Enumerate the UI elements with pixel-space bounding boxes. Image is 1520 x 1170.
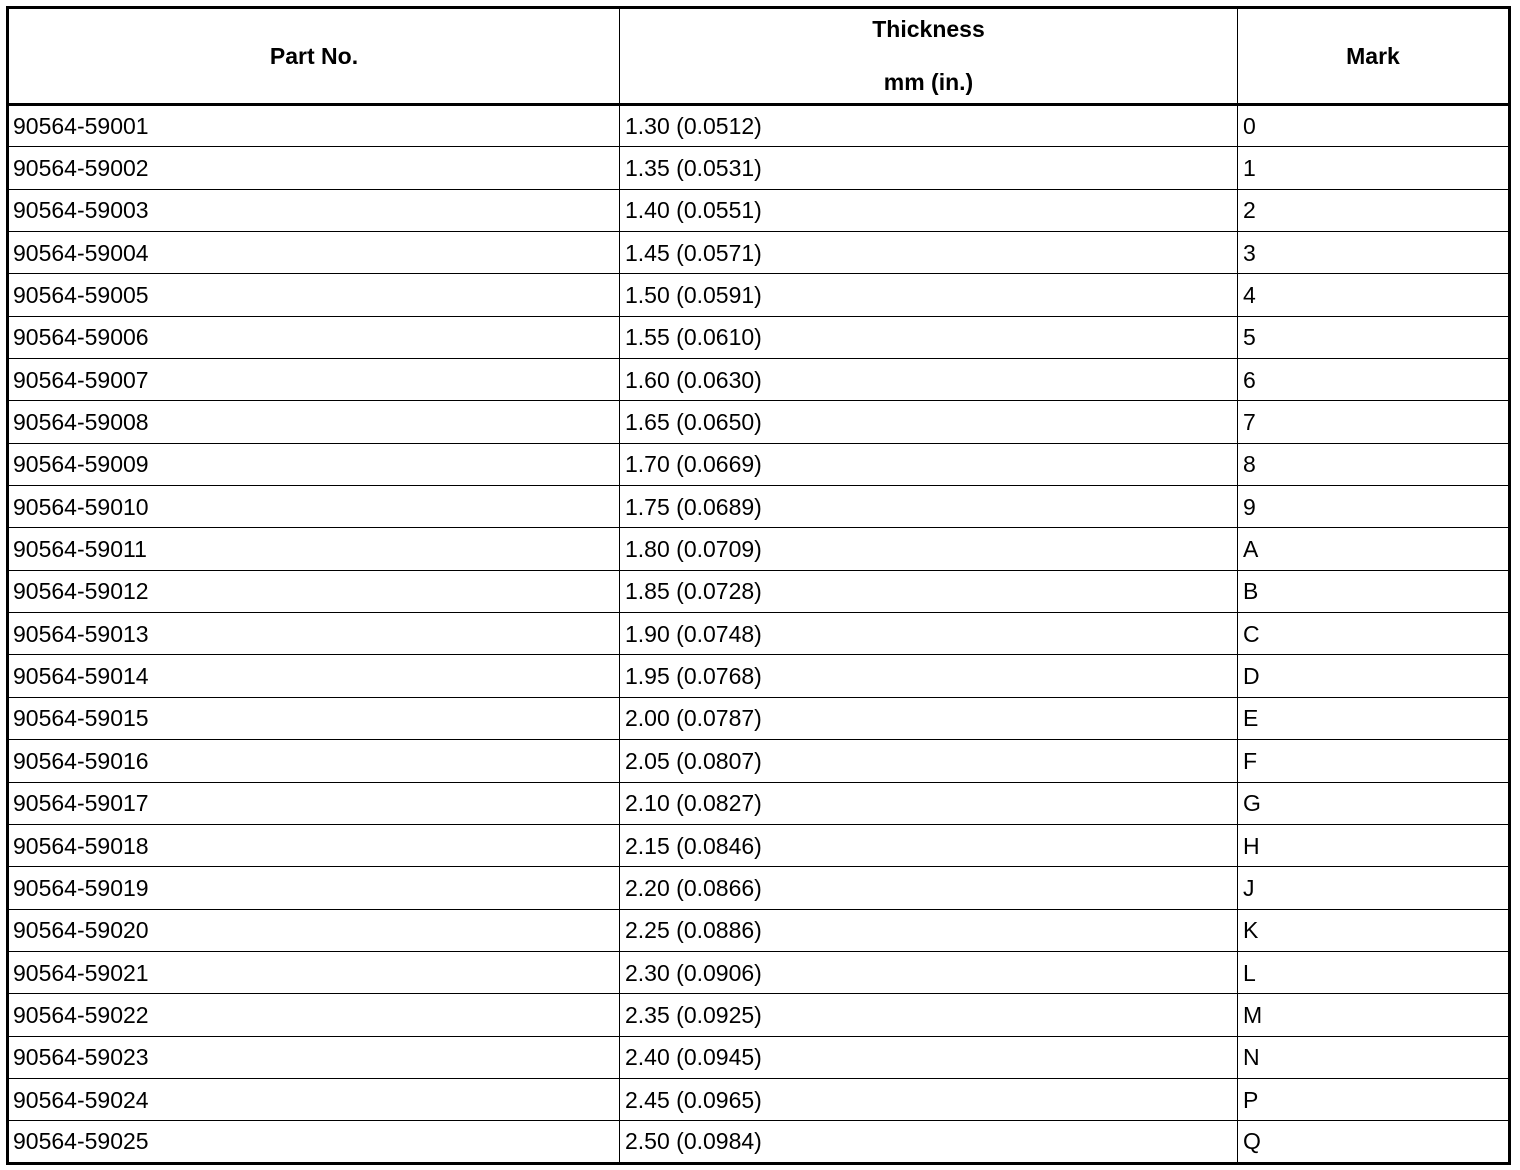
cell-mark: L [1238, 951, 1510, 993]
cell-mark: 8 [1238, 443, 1510, 485]
cell-mark: 4 [1238, 274, 1510, 316]
cell-thickness: 1.85 (0.0728) [620, 570, 1238, 612]
cell-thickness: 2.20 (0.0866) [620, 867, 1238, 909]
cell-mark: N [1238, 1036, 1510, 1078]
cell-thickness: 2.10 (0.0827) [620, 782, 1238, 824]
header-part-no: Part No. [8, 8, 620, 105]
table-row [8, 782, 1510, 824]
cell-part-no: 90564-59016 [8, 740, 620, 782]
cell-part-no: 90564-59023 [8, 1036, 620, 1078]
table-header [8, 8, 1510, 105]
cell-part-no: 90564-59017 [8, 782, 620, 824]
cell-part-no: 90564-59011 [8, 528, 620, 570]
table-row [8, 528, 1510, 570]
cell-mark: A [1238, 528, 1510, 570]
cell-mark: J [1238, 867, 1510, 909]
table-row [8, 401, 1510, 443]
cell-thickness: 1.95 (0.0768) [620, 655, 1238, 697]
cell-thickness: 2.15 (0.0846) [620, 824, 1238, 866]
cell-part-no: 90564-59004 [8, 232, 620, 274]
cell-mark: M [1238, 994, 1510, 1036]
cell-thickness: 1.80 (0.0709) [620, 528, 1238, 570]
cell-part-no: 90564-59022 [8, 994, 620, 1036]
table-row [8, 951, 1510, 993]
cell-thickness: 2.05 (0.0807) [620, 740, 1238, 782]
table-row [8, 824, 1510, 866]
cell-thickness: 1.70 (0.0669) [620, 443, 1238, 485]
table-row [8, 232, 1510, 274]
cell-part-no: 90564-59014 [8, 655, 620, 697]
cell-thickness: 1.60 (0.0630) [620, 359, 1238, 401]
cell-mark: H [1238, 824, 1510, 866]
cell-thickness: 1.40 (0.0551) [620, 189, 1238, 231]
header-thickness-unit: mm (in.) [883, 69, 974, 95]
cell-mark: G [1238, 782, 1510, 824]
cell-mark: D [1238, 655, 1510, 697]
table-row [8, 189, 1510, 231]
table-body [8, 105, 1510, 1164]
table-row [8, 1036, 1510, 1078]
cell-mark: F [1238, 740, 1510, 782]
header-mark: Mark [1238, 8, 1510, 105]
cell-thickness: 1.55 (0.0610) [620, 316, 1238, 358]
cell-part-no: 90564-59020 [8, 909, 620, 951]
cell-thickness: 2.30 (0.0906) [620, 951, 1238, 993]
table-row [8, 443, 1510, 485]
cell-mark: P [1238, 1078, 1510, 1120]
cell-mark: Q [1238, 1121, 1510, 1163]
cell-mark: E [1238, 697, 1510, 739]
cell-thickness: 1.45 (0.0571) [620, 232, 1238, 274]
table-row [8, 274, 1510, 316]
table-row [8, 147, 1510, 189]
table-row [8, 994, 1510, 1036]
cell-mark: 9 [1238, 486, 1510, 528]
cell-thickness: 2.00 (0.0787) [620, 697, 1238, 739]
table-row [8, 613, 1510, 655]
cell-part-no: 90564-59019 [8, 867, 620, 909]
cell-mark: 5 [1238, 316, 1510, 358]
cell-part-no: 90564-59001 [8, 105, 620, 147]
cell-part-no: 90564-59012 [8, 570, 620, 612]
cell-part-no: 90564-59013 [8, 613, 620, 655]
table-row [8, 570, 1510, 612]
cell-part-no: 90564-59021 [8, 951, 620, 993]
cell-mark: C [1238, 613, 1510, 655]
table-row [8, 486, 1510, 528]
table-row [8, 740, 1510, 782]
cell-part-no: 90564-59008 [8, 401, 620, 443]
cell-thickness: 1.30 (0.0512) [620, 105, 1238, 147]
table-row [8, 1121, 1510, 1163]
cell-thickness: 1.35 (0.0531) [620, 147, 1238, 189]
cell-part-no: 90564-59018 [8, 824, 620, 866]
cell-part-no: 90564-59007 [8, 359, 620, 401]
table-row [8, 909, 1510, 951]
cell-thickness: 2.45 (0.0965) [620, 1078, 1238, 1120]
cell-part-no: 90564-59002 [8, 147, 620, 189]
cell-thickness: 2.25 (0.0886) [620, 909, 1238, 951]
shim-thickness-table [6, 6, 1511, 1165]
cell-part-no: 90564-59005 [8, 274, 620, 316]
table-row [8, 867, 1510, 909]
cell-thickness: 2.35 (0.0925) [620, 994, 1238, 1036]
cell-mark: 7 [1238, 401, 1510, 443]
cell-part-no: 90564-59010 [8, 486, 620, 528]
table-row [8, 655, 1510, 697]
cell-part-no: 90564-59003 [8, 189, 620, 231]
cell-part-no: 90564-59025 [8, 1121, 620, 1163]
cell-mark: K [1238, 909, 1510, 951]
table-row [8, 1078, 1510, 1120]
table-row [8, 105, 1510, 147]
cell-mark: 2 [1238, 189, 1510, 231]
cell-mark: 1 [1238, 147, 1510, 189]
cell-part-no: 90564-59015 [8, 697, 620, 739]
header-thickness-title: Thickness [872, 16, 985, 42]
cell-thickness: 2.50 (0.0984) [620, 1121, 1238, 1163]
cell-thickness: 2.40 (0.0945) [620, 1036, 1238, 1078]
cell-mark: B [1238, 570, 1510, 612]
cell-mark: 3 [1238, 232, 1510, 274]
header-row [8, 8, 1510, 105]
cell-part-no: 90564-59009 [8, 443, 620, 485]
cell-thickness: 1.50 (0.0591) [620, 274, 1238, 316]
cell-mark: 6 [1238, 359, 1510, 401]
cell-thickness: 1.90 (0.0748) [620, 613, 1238, 655]
cell-mark: 0 [1238, 105, 1510, 147]
cell-thickness: 1.65 (0.0650) [620, 401, 1238, 443]
cell-thickness: 1.75 (0.0689) [620, 486, 1238, 528]
table-row [8, 359, 1510, 401]
table-row [8, 697, 1510, 739]
cell-part-no: 90564-59024 [8, 1078, 620, 1120]
table-row [8, 316, 1510, 358]
header-thickness [620, 8, 1238, 105]
cell-part-no: 90564-59006 [8, 316, 620, 358]
